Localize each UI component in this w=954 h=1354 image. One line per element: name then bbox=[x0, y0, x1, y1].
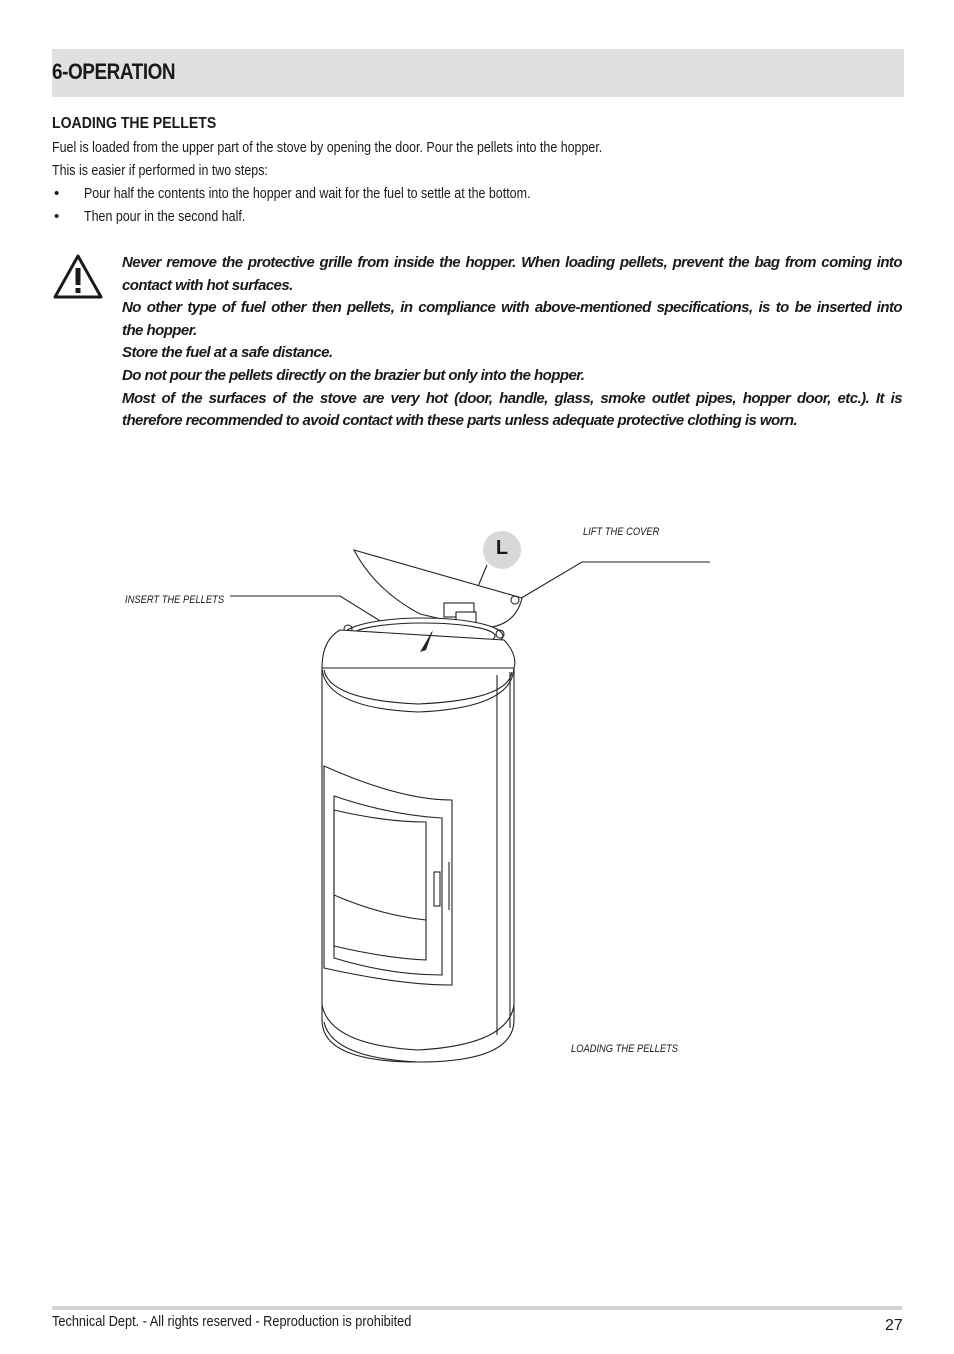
callout-lift-cover: LIFT THE COVER bbox=[583, 526, 660, 538]
callout-insert-pellets: INSERT THE PELLETS bbox=[125, 594, 225, 606]
leader-line-insert bbox=[230, 596, 382, 622]
warning-line: Most of the surfaces of the stove are very hot (door, handle, glass, smoke outlet pipes, hopper door, etc.). It is bbox=[122, 389, 902, 407]
section-title: 6-OPERATION bbox=[52, 59, 176, 84]
bullet-marker: • bbox=[54, 208, 60, 225]
marker-label-l: L bbox=[495, 537, 509, 559]
page-number: 27 bbox=[885, 1317, 903, 1334]
warning-line: Never remove the protective grille from inside the hopper. When loading pellets, prevent the bag from coming into bbox=[122, 254, 902, 271]
figure-caption: LOADING THE PELLETS bbox=[571, 1043, 679, 1055]
warning-line: Store the fuel at a safe distance. bbox=[122, 344, 333, 362]
warning-line: Do not pour the pellets directly on the brazier but only into the hopper. bbox=[122, 366, 585, 384]
stove-illustration bbox=[0, 480, 954, 1100]
warning-text bbox=[122, 252, 902, 433]
bullet-item: Then pour in the second half. bbox=[84, 208, 246, 225]
bullet-marker: • bbox=[54, 185, 60, 202]
bullet-item: Pour half the contents into the hopper and wait for the fuel to settle at the bottom. bbox=[84, 185, 531, 202]
leader-line-lift bbox=[518, 562, 710, 600]
footer-divider bbox=[52, 1306, 902, 1310]
warning-line: No other type of fuel other then pellets, in compliance with above-mentioned specifications, is to be inserted into bbox=[122, 299, 902, 317]
subheading-loading-pellets: LOADING THE PELLETS bbox=[52, 115, 217, 132]
footer-text: Technical Dept. - All rights reserved - Reproduction is prohibited bbox=[52, 1313, 412, 1330]
warning-line: therefore recommended to avoid contact with these parts unless adequate protective clothing is worn. bbox=[122, 412, 798, 430]
paragraph: Fuel is loaded from the upper part of the stove by opening the door. Pour the pellets into the hopper. bbox=[52, 139, 603, 156]
paragraph: This is easier if performed in two steps: bbox=[52, 162, 268, 179]
warning-line: the hopper. bbox=[122, 321, 197, 339]
warning-line: contact with hot surfaces. bbox=[122, 276, 293, 294]
warning-triangle-icon bbox=[52, 252, 104, 300]
section-header bbox=[52, 49, 904, 97]
